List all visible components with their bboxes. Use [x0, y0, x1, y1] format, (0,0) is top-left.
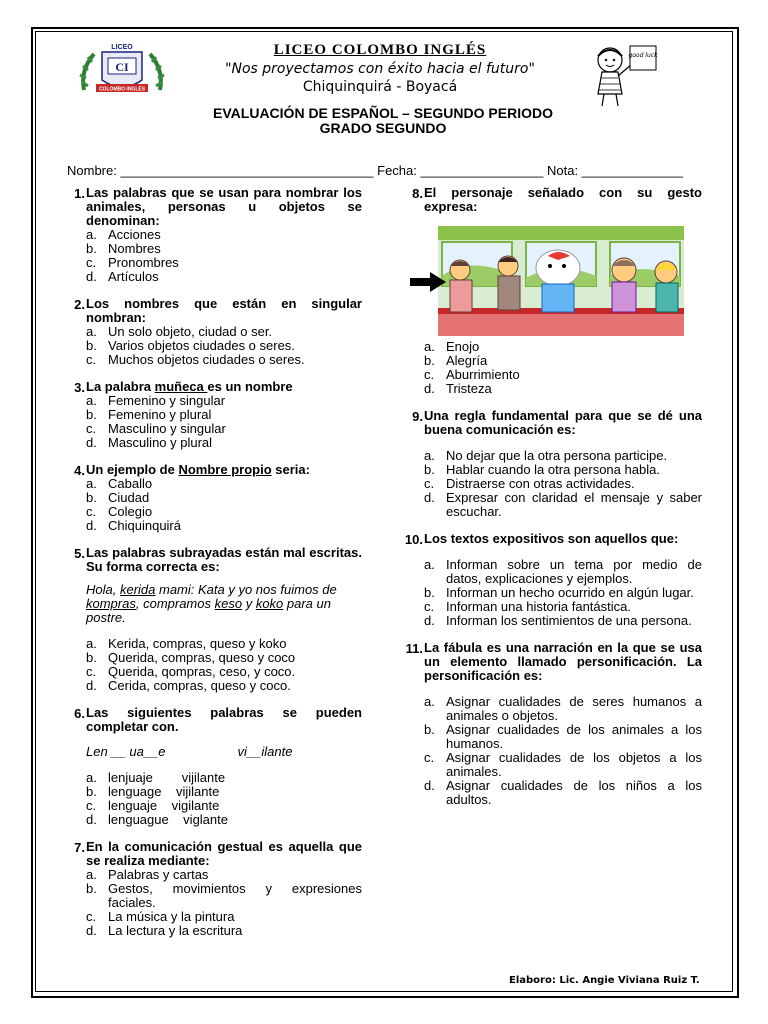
passage: Hola, kerida mami: Kata y yo nos fuimos de kompras, compramos keso y koko para un postre.: [86, 582, 337, 625]
option-d[interactable]: d. Expresar con claridad el mensaje y saber escuchar.: [424, 490, 702, 519]
underlined-word: kompras: [86, 596, 136, 611]
options-list: [86, 477, 362, 533]
options-list: [86, 868, 362, 938]
question-number: 7.: [74, 840, 85, 855]
student-info-line: [67, 163, 707, 178]
pointer-arrow-icon: [410, 272, 446, 292]
option-d[interactable]: d. La lectura y la escritura: [86, 923, 243, 938]
logo-text-mid: CI: [115, 60, 129, 74]
option-b[interactable]: b. lenguage vijilante: [86, 784, 220, 799]
left-column: [74, 185, 362, 951]
option-a[interactable]: a. Enojo: [424, 339, 480, 354]
question-number: 11.: [405, 641, 423, 656]
question-text: Las siguientes palabras se pueden completar con.: [86, 705, 362, 734]
option-b[interactable]: b. Nombres: [86, 241, 161, 256]
option-c[interactable]: c. Muchos objetos ciudades o seres.: [86, 352, 305, 367]
question-text: Un ejemplo de Nombre propio seria:: [86, 462, 310, 477]
school-city: Chiquinquirá - Boyacá: [302, 79, 458, 95]
question-number: 4.: [74, 463, 85, 478]
exam-title: [150, 106, 616, 136]
question-number: 6.: [74, 706, 85, 721]
option-a[interactable]: a. Palabras y cartas: [86, 867, 209, 882]
logo-text-top: LICEO: [111, 44, 133, 51]
option-d[interactable]: d. Informan los sentimientos de una persona.: [424, 613, 692, 628]
options-list: [86, 637, 362, 693]
option-b[interactable]: b. Alegría: [424, 353, 488, 368]
option-b[interactable]: b. Querida, compras, queso y coco: [86, 650, 296, 665]
option-d[interactable]: d. Tristeza: [424, 381, 492, 396]
options-list: [424, 449, 702, 519]
fill-in-words: Len __ ua__e vi__ilante: [86, 744, 293, 759]
question-text: Una regla fundamental para que se dé una buena comunicación es:: [424, 408, 702, 437]
option-c[interactable]: c. Masculino y singular: [86, 421, 226, 436]
option-a[interactable]: a. Informan sobre un tema por medio de datos, explicaciones y ejemplos.: [424, 557, 702, 586]
underlined-word: koko: [255, 596, 284, 611]
question-5: [74, 545, 362, 693]
question-text: En la comunicación gestual es aquella que se realiza mediante:: [86, 839, 362, 868]
bus-scene-image: [438, 226, 684, 336]
question-text: La palabra muñeca es un nombre: [86, 379, 293, 394]
question-9: [412, 408, 702, 519]
right-column: [404, 185, 702, 820]
underlined-word: kerida: [119, 582, 156, 597]
question-number: 2.: [74, 297, 85, 312]
option-a[interactable]: a. Un solo objeto, ciudad o ser.: [86, 324, 273, 339]
school-motto: "Nos proyectamos con éxito hacia el futuro": [225, 61, 535, 77]
options-list: [86, 771, 362, 827]
exam-title-line1: EVALUACIÓN DE ESPAÑOL – SEGUNDO PERIODO: [213, 105, 553, 121]
bus-scene-illustration: [438, 226, 684, 336]
question-number: 3.: [74, 380, 85, 395]
option-d[interactable]: d. Artículos: [86, 269, 159, 284]
option-c[interactable]: c. Colegio: [86, 504, 153, 519]
question-number: 10.: [404, 532, 423, 547]
option-c[interactable]: c. Informan una historia fantástica.: [424, 599, 631, 614]
question-text: Los textos expositivos son aquellos que:: [424, 531, 679, 546]
question-2: [74, 296, 362, 367]
grade-field[interactable]: Nota: ______________: [547, 163, 683, 178]
question-number: 9.: [412, 409, 423, 424]
school-name: LICEO COLOMBO INGLÉS: [273, 42, 487, 58]
option-c[interactable]: c. Aburrimiento: [424, 367, 520, 382]
option-a[interactable]: a. lenjuaje vijilante: [86, 770, 226, 785]
school-logo: [76, 40, 168, 104]
option-a[interactable]: a. Femenino y singular: [86, 393, 226, 408]
date-field[interactable]: Fecha: _________________: [377, 163, 544, 178]
option-d[interactable]: d. Masculino y plural: [86, 435, 213, 450]
question-6: [74, 705, 362, 827]
option-c[interactable]: c. Asignar cualidades de los objetos a los animales.: [424, 750, 702, 779]
option-b[interactable]: b. Ciudad: [86, 490, 150, 505]
option-b[interactable]: b. Varios objetos ciudades o seres.: [86, 338, 295, 353]
underlined-word: Nombre propio: [178, 462, 272, 477]
question-text: Las palabras subrayadas están mal escritas. Su forma correcta es:: [86, 545, 362, 574]
good-luck-doodle: [588, 42, 660, 110]
option-b[interactable]: b. Informan un hecho ocurrido en algún lugar.: [424, 585, 694, 600]
question-number: 1.: [74, 186, 85, 201]
option-b[interactable]: b. Hablar cuando la otra persona habla.: [424, 462, 660, 477]
option-a[interactable]: a. Asignar cualidades de seres humanos a animales o objetos.: [424, 694, 702, 723]
option-c[interactable]: c. Pronombres: [86, 255, 179, 270]
option-b[interactable]: b. Asignar cualidades de los animales a los humanos.: [424, 722, 702, 751]
option-d[interactable]: d. Asignar cualidades de los niños a los adultos.: [424, 778, 702, 807]
name-field[interactable]: Nombre: ___________________________________: [67, 163, 374, 178]
option-a[interactable]: a. No dejar que la otra persona participe.: [424, 448, 668, 463]
options-list: [86, 394, 362, 450]
option-d[interactable]: d. Chiquinquirá: [86, 518, 181, 533]
option-c[interactable]: c. Querida, qompras, ceso, y coco.: [86, 664, 296, 679]
question-number: 5.: [74, 546, 85, 561]
question-1: [74, 185, 362, 284]
option-c[interactable]: c. La música y la pintura: [86, 909, 235, 924]
question-text: El personaje señalado con su gesto expresa:: [424, 185, 702, 214]
logo-text-bottom: COLOMBO INGLÉS: [98, 86, 146, 93]
question-10: [404, 531, 702, 628]
option-d[interactable]: d. Cerida, compras, queso y coco.: [86, 678, 291, 693]
question-4: [74, 462, 362, 533]
question-text: Las palabras que se usan para nombrar los animales, personas u objetos se denominan:: [86, 185, 362, 228]
options-list: [424, 340, 702, 396]
option-b[interactable]: b. Femenino y plural: [86, 407, 212, 422]
option-c[interactable]: c. Distraerse con otras actividades.: [424, 476, 635, 491]
underlined-word: muñeca: [154, 379, 208, 394]
option-a[interactable]: a. Kerida, compras, queso y koko: [86, 636, 287, 651]
question-text: La fábula es una narración en la que se usa un elemento llamado personificación. La personificación es:: [424, 640, 702, 683]
options-list: [424, 558, 702, 628]
underlined-word: keso: [214, 596, 243, 611]
question-8: [412, 185, 702, 396]
school-header: [180, 42, 580, 95]
question-number: 8.: [412, 186, 423, 201]
doodle-text: good luck: [628, 52, 658, 59]
option-a[interactable]: a. Caballo: [86, 476, 153, 491]
author-credit: Elaboro: Lic. Angie Viviana Ruiz T.: [509, 975, 700, 986]
option-c[interactable]: c. lenguaje vigilante: [86, 798, 220, 813]
option-d[interactable]: d. lenguague viglante: [86, 812, 228, 827]
option-a[interactable]: a. Acciones: [86, 227, 161, 242]
options-list: [86, 325, 362, 367]
exam-title-line2: GRADO SEGUNDO: [319, 120, 447, 136]
question-3: [74, 379, 362, 450]
question-7: [74, 839, 362, 938]
question-text: Los nombres que están en singular nombran:: [86, 296, 362, 325]
options-list: [86, 228, 362, 284]
question-11: [405, 640, 702, 807]
option-b[interactable]: b. Gestos, movimientos y expresiones faciales.: [86, 881, 362, 910]
options-list: [424, 695, 702, 807]
